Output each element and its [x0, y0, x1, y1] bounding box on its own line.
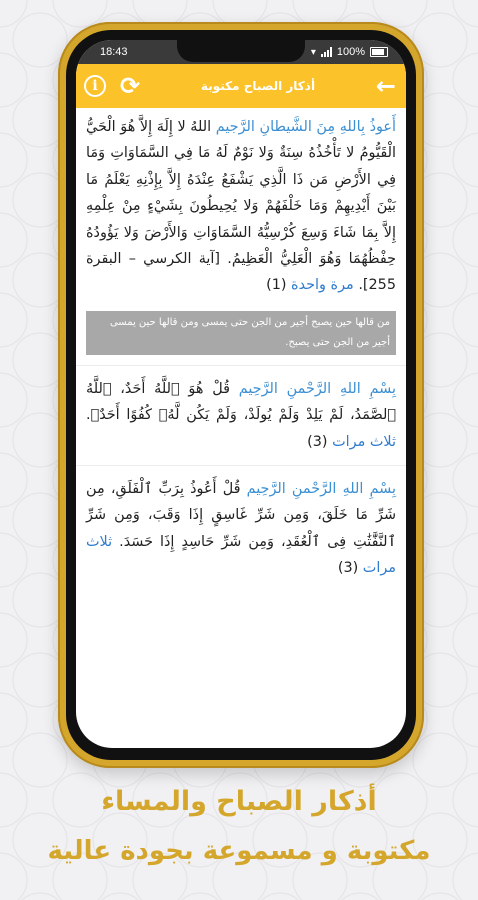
zikr-count-number: (3) [337, 560, 359, 577]
zikr-count-number: (3) [307, 433, 328, 450]
refresh-icon[interactable]: ⟳ [120, 72, 141, 100]
status-time: 18:43 [100, 46, 128, 58]
zikr-count-number: (1) [266, 277, 287, 294]
promo-caption-line-2: مكتوبة و مسموعة بجودة عالية [47, 836, 431, 866]
zikr-text: قُلْ أَعُوذُ بِرَبِّ ٱلْفَلَقِ، مِن شَرِّ مَا خَلَقَ، وَمِن شَرِّ غَاسِقٍ إِذَا وَقَبَ، وَمِن شَرِّ ٱلنَّفَّٰثَٰتِ فِى ٱلْعُقَدِ، وَمِن شَرِّ حَاسِدٍ إِذَا حَسَدَ. [86, 481, 397, 550]
zikr-count-label: ثلاث مرات [332, 433, 396, 450]
zikr-text: اللهُ لا إِلَهَ إِلاَّ هُوَ الْحَيُّ الْقَيُّومُ لا تَأْخُذُهُ سِنَةٌ وَلا نَوْمٌ لَهُ مَا فِي السَّمَاوَاتِ وَمَا فِي الأَرْضِ مَن ذَا الَّذِي يَشْفَعُ عِنْدَهُ إِلاَّ بِإِذْنِهِ يَعْلَمُ مَا بَيْنَ أَيْدِيهِمْ وَمَا خَلْفَهُمْ وَلا يُحِيطُونَ بِشَيْءٍ مِنْ عِلْمِهِ إِلاَّ بِمَا شَاءَ وَسِعَ كُرْسِيُّهُ السَّمَاوَاتِ وَالأَرْضَ وَلا يَؤُودُهُ حِفْظُهُمَا وَهُوَ الْعَلِيُّ الْعَظِيمُ. [آية الكرسي – البقرة [86, 119, 396, 268]
zikr-list[interactable] [76, 108, 406, 582]
zikr-note: من قالها حين يصبح أجير من الجن حتى يمسى ومن قالها حين يمسى أجير من الجن حتى يصبح. [86, 311, 396, 355]
phone-notch [177, 40, 305, 62]
zikr-reference: 255]. [358, 277, 396, 294]
promo-caption-line-1: أذكار الصباح والمساء [101, 786, 377, 817]
arrow-left-icon[interactable]: ← [375, 72, 396, 100]
status-icons [311, 46, 388, 58]
zikr-count-label: ثلاث مرات [86, 533, 396, 577]
zikr-item-2 [86, 376, 396, 455]
zikr-text: قُلْ هُوَ ٱللَّهُ أَحَدٌ، ٱللَّهُ ٱلصَّمَدُ، لَمْ يَلِدْ وَلَمْ يُولَدْ، وَلَمْ يَكُن لَّهُۥ كُفُوًا أَحَدٌۢ. [86, 380, 396, 424]
battery-icon [370, 47, 388, 57]
zikr-opening: أَعوذُ بِاللهِ مِنَ الشَّيطانِ الرَّجيم [215, 119, 397, 135]
app-screen [76, 40, 406, 748]
info-icon[interactable]: i [84, 75, 106, 97]
divider [76, 365, 406, 366]
signal-icon [321, 47, 332, 57]
app-toolbar [76, 64, 406, 108]
zikr-opening: بِسْمِ اللهِ الرَّحْمنِ الرَّحِيم [238, 380, 396, 397]
zikr-item-1 [86, 114, 396, 299]
zikr-item-3 [86, 476, 396, 582]
zikr-count-label: مرة واحدة [291, 277, 354, 294]
zikr-opening: بِسْمِ اللهِ الرَّحْمنِ الرَّحِيم [246, 481, 397, 498]
page-title: أذكار الصباح مكتوبة [200, 79, 316, 93]
wifi-icon: ▾ [310, 46, 316, 58]
phone-frame [58, 22, 424, 768]
phone-bezel [66, 30, 416, 760]
divider [76, 465, 406, 466]
toolbar-actions [84, 74, 140, 98]
battery-percent: 100% [336, 46, 365, 58]
